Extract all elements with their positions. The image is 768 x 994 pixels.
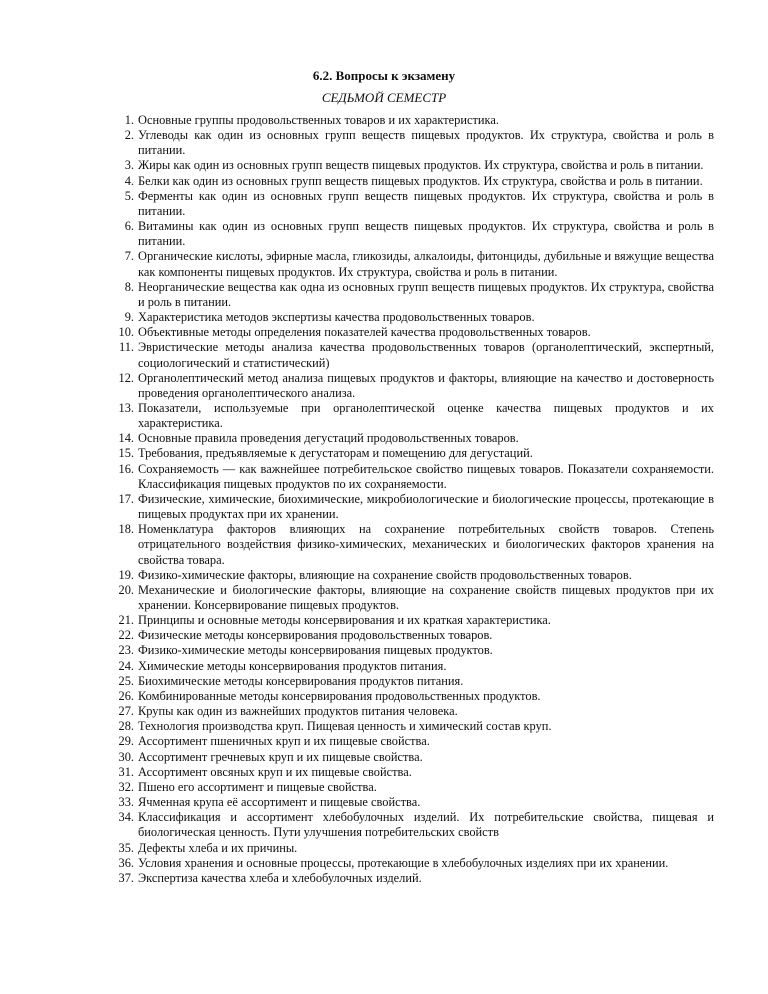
question-number: 22. <box>118 628 134 643</box>
semester-subtitle: СЕДЬМОЙ СЕМЕСТР <box>321 90 447 105</box>
question-item <box>112 113 714 128</box>
question-number: 14. <box>118 431 134 446</box>
question-item <box>112 795 714 810</box>
question-number: 12. <box>118 370 134 385</box>
question-item <box>112 765 714 780</box>
question-number: 2. <box>124 128 134 143</box>
question-text: Экспертиза качества хлеба и хлебобулочных изделий. <box>138 870 422 885</box>
question-item <box>112 613 714 628</box>
question-number: 16. <box>118 461 134 476</box>
question-text: Объективные методы определения показателей качества продовольственных товаров. <box>138 325 591 340</box>
question-text: Номенклатура факторов влияющих на сохранение потребительных свойств товаров. Степень отрицательного воздействия физико-химических, механических и биологических факторов хранения на свойства товара. <box>138 522 714 567</box>
question-text: Принципы и основные методы консервирования и их краткая характеристика. <box>138 613 551 628</box>
question-item <box>112 128 714 158</box>
question-text: Физические, химические, биохимические, микробиологические и биологические процессы, протекающие в пищевых продуктах при их хранении. <box>138 491 714 522</box>
question-text: Химические методы консервирования продуктов питания. <box>138 658 447 673</box>
question-number: 26. <box>118 688 134 703</box>
question-number: 4. <box>124 173 134 188</box>
question-number: 15. <box>118 446 134 461</box>
question-item <box>112 856 714 871</box>
question-number: 24. <box>118 658 134 673</box>
question-text: Органолептический метод анализа пищевых продуктов и факторы, влияющие на качество и достоверность проведения органолептического анализа. <box>138 370 714 400</box>
question-number: 31. <box>118 764 134 779</box>
question-number: 27. <box>118 704 134 719</box>
question-item <box>112 325 714 340</box>
question-text: Основные правила проведения дегустаций продовольственных товаров. <box>138 431 519 446</box>
question-item <box>112 719 714 734</box>
question-number: 3. <box>124 158 134 173</box>
question-number: 9. <box>124 310 134 325</box>
question-text: Ассортимент пшеничных круп и их пищевые свойства. <box>138 734 430 749</box>
question-number: 25. <box>118 673 134 688</box>
question-number: 10. <box>118 325 134 340</box>
question-number: 36. <box>118 855 134 870</box>
question-number: 11. <box>118 340 134 355</box>
question-text: Механические и биологические факторы, влияющие на сохранение свойств пищевых продуктов при их хранении. Консервирование пищевых продуктов. <box>138 582 714 612</box>
question-item <box>112 431 714 446</box>
question-item <box>112 704 714 719</box>
question-text: Ячменная крупа её ассортимент и пищевые свойства. <box>138 795 421 810</box>
question-text: Сохраняемость — как важнейшее потребительское свойство пищевых товаров. Показатели сохраняемости. Классификация пищевых продуктов по их сохраняемости. <box>138 461 714 491</box>
question-text: Биохимические методы консервирования продуктов питания. <box>138 673 464 688</box>
question-text: Белки как один из основных групп веществ пищевых продуктов. Их структура, свойства и роль в питании. <box>138 173 703 188</box>
question-item <box>112 841 714 856</box>
question-item <box>112 674 714 689</box>
question-text: Витамины как один из основных групп веществ пищевых продуктов. Их структура, свойства и роль в питании. <box>138 219 714 249</box>
question-number: 32. <box>118 779 134 794</box>
question-number: 1. <box>124 113 134 127</box>
question-item <box>112 340 714 370</box>
question-text: Дефекты хлеба и их причины. <box>138 840 298 855</box>
question-item <box>112 249 714 279</box>
question-item <box>112 462 714 492</box>
question-text: Комбинированные методы консервирования продовольственных продуктов. <box>138 688 541 703</box>
question-item <box>112 689 714 704</box>
question-text: Ферменты как один из основных групп веществ пищевых продуктов. Их структура, свойства и роль в питании. <box>138 188 714 218</box>
question-item <box>112 446 714 461</box>
question-number: 19. <box>118 567 134 582</box>
question-item <box>112 219 714 249</box>
question-number: 21. <box>118 613 134 628</box>
question-item <box>112 189 714 219</box>
question-item <box>112 310 714 325</box>
question-number: 5. <box>124 188 134 203</box>
question-number: 23. <box>118 643 134 658</box>
question-text: Ассортимент овсяных круп и их пищевые свойства. <box>138 764 412 779</box>
question-text: Условия хранения и основные процессы, протекающие в хлебобулочных изделиях при их хранении. <box>138 855 669 870</box>
question-item <box>112 750 714 765</box>
question-text: Эвристические методы анализа качества продовольственных товаров (органолептический, экспертный, социологический и статистический) <box>138 340 714 370</box>
question-number: 17. <box>118 491 134 506</box>
question-number: 33. <box>118 795 134 810</box>
question-text: Технология производства круп. Пищевая ценность и химический состав круп. <box>138 719 552 734</box>
question-number: 6. <box>124 219 134 234</box>
question-number: 35. <box>118 840 134 855</box>
question-text: Ассортимент гречневых круп и их пищевые свойства. <box>138 749 423 764</box>
question-text: Физические методы консервирования продовольственных товаров. <box>138 628 493 643</box>
section-title: 6.2. Вопросы к экзамену <box>312 68 456 83</box>
question-item <box>112 401 714 431</box>
question-item <box>112 780 714 795</box>
question-text: Физико-химические методы консервирования пищевых продуктов. <box>138 643 493 658</box>
question-item <box>112 174 714 189</box>
question-number: 8. <box>124 279 134 294</box>
question-item <box>112 810 714 840</box>
question-text: Органические кислоты, эфирные масла, гликозиды, алкалоиды, фитонциды, дубильные и вяжущие вещества как компоненты пищевых продуктов. Их структура, свойства и роль в питании. <box>138 249 714 279</box>
question-text: Пшено его ассортимент и пищевые свойства. <box>138 779 377 794</box>
question-number: 18. <box>118 522 134 537</box>
question-item <box>112 734 714 749</box>
question-number: 30. <box>118 749 134 764</box>
question-item <box>112 659 714 674</box>
question-text: Требования, предъявляемые к дегустаторам и помещению для дегустаций. <box>138 446 533 461</box>
question-text: Классификация и ассортимент хлебобулочных изделий. Их потребительские свойства, пищевая и биологическая ценность. Пути улучшения потребительских свойств <box>138 810 714 840</box>
question-item <box>112 371 714 401</box>
question-number: 13. <box>118 400 134 415</box>
question-item <box>112 568 714 583</box>
question-number: 28. <box>118 719 134 734</box>
question-text: Физико-химические факторы, влияющие на сохранение свойств продовольственных товаров. <box>138 567 632 582</box>
question-text: Углеводы как один из основных групп веществ пищевых продуктов. Их структура, свойства и роль в питании. <box>138 128 714 158</box>
question-item <box>112 643 714 658</box>
question-item <box>112 871 714 886</box>
question-text: Характеристика методов экспертизы качества продовольственных товаров. <box>138 310 535 325</box>
question-item <box>112 492 714 522</box>
question-text: Крупы как один из важнейших продуктов питания человека. <box>138 704 458 719</box>
question-item <box>112 583 714 613</box>
question-number: 7. <box>124 249 134 264</box>
question-number: 29. <box>118 734 134 749</box>
question-item <box>112 628 714 643</box>
question-item <box>112 522 714 567</box>
question-number: 37. <box>118 870 134 885</box>
question-number: 34. <box>118 810 134 825</box>
question-number: 20. <box>118 582 134 597</box>
question-text: Жиры как один из основных групп веществ пищевых продуктов. Их структура, свойства и роль в питании. <box>138 158 704 173</box>
question-text: Основные группы продовольственных товаров и их характеристика. <box>138 113 499 127</box>
question-text: Показатели, используемые при органолептической оценке качества пищевых продуктов и их характеристика. <box>138 400 714 431</box>
question-text: Неорганические вещества как одна из основных групп веществ пищевых продуктов. Их структура, свойства и роль в питании. <box>138 279 714 309</box>
question-item <box>112 280 714 310</box>
exam-questions-list <box>112 113 714 886</box>
question-item <box>112 158 714 173</box>
